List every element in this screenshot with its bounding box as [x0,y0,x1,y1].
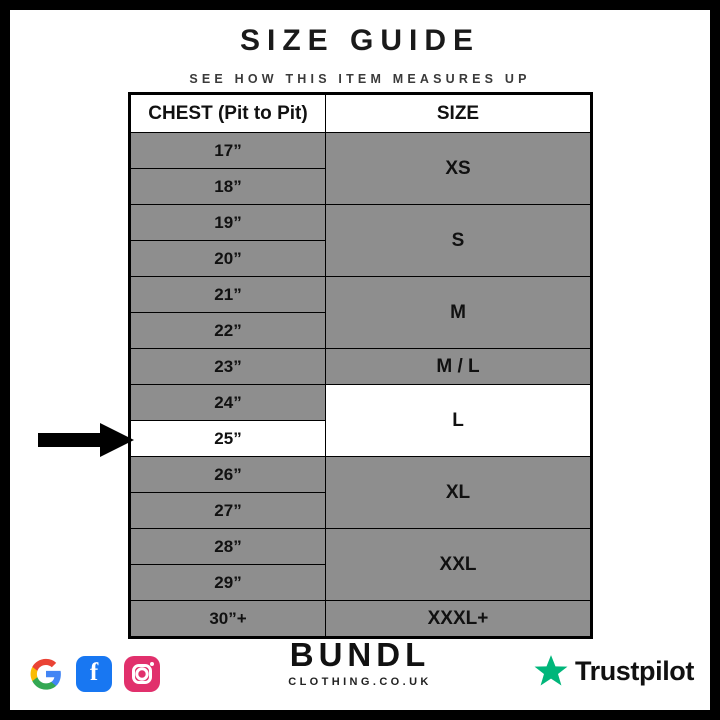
chest-cell: 25” [130,421,326,457]
trustpilot-star-icon [534,654,568,688]
page-subtitle: SEE HOW THIS ITEM MEASURES UP [189,72,531,86]
page-title: SIZE GUIDE [239,24,481,57]
table-header-row [130,94,592,133]
chest-cell: 18” [130,169,326,205]
size-cell: XXL [326,529,592,601]
size-guide-card [10,10,710,710]
table-row [130,277,592,313]
table-row [130,349,592,385]
size-cell-highlighted: L [326,385,592,457]
header-chest: CHEST (Pit to Pit) [130,94,326,133]
trustpilot-badge[interactable] [534,654,694,688]
size-cell: S [326,205,592,277]
table-row [130,529,592,565]
chest-cell: 17” [130,133,326,169]
size-pointer-arrow [38,423,134,457]
chest-cell: 21” [130,277,326,313]
size-cell: XL [326,457,592,529]
header-size: SIZE [326,94,592,133]
table-row [130,385,592,421]
chest-cell: 27” [130,493,326,529]
table-row [130,457,592,493]
size-cell: M [326,277,592,349]
trustpilot-label: Trustpilot [575,655,694,686]
chest-cell: 24” [130,385,326,421]
chest-cell: 22” [130,313,326,349]
chest-cell: 28” [130,529,326,565]
chest-cell: 23” [130,349,326,385]
footer [10,622,710,700]
chest-cell: 26” [130,457,326,493]
table-row [130,133,592,169]
size-table-container [128,92,593,639]
chest-cell: 20” [130,241,326,277]
size-cell: XXXL+ [326,601,592,638]
brand-name: BUNDL [289,636,431,673]
size-cell: XS [326,133,592,205]
table-row [130,205,592,241]
size-table [128,92,593,639]
facebook-icon[interactable]: f [76,656,112,692]
chest-cell: 29” [130,565,326,601]
chest-cell: 30”+ [130,601,326,638]
chest-cell: 19” [130,205,326,241]
size-cell: M / L [326,349,592,385]
brand-domain: CLOTHING.CO.UK [288,676,432,688]
